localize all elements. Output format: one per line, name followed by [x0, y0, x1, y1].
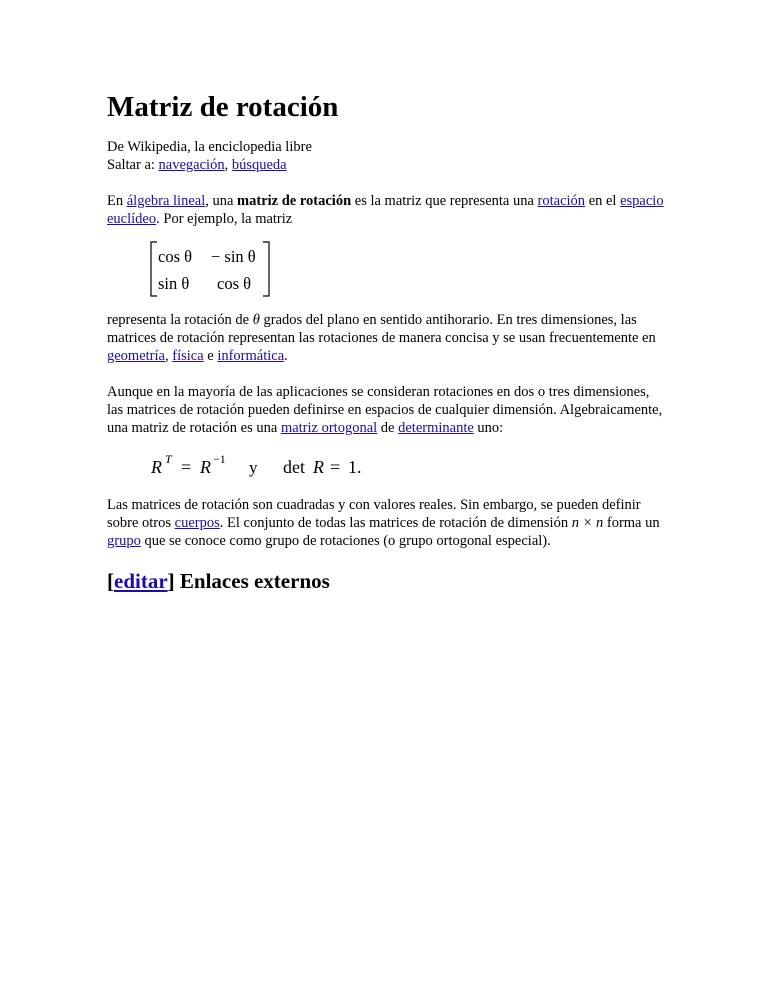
bracket-close: ] — [167, 569, 175, 593]
determinant-link[interactable]: determinante — [398, 420, 474, 436]
site-subtitle — [107, 138, 667, 156]
group-link[interactable]: grupo — [107, 533, 141, 549]
matrix-r2c1: sin θ — [158, 274, 190, 293]
article-content — [107, 90, 667, 594]
text: Las matrices de rotación son cuadradas y con valores reales. Sin embargo, se pueden definir sobre otros — [107, 497, 641, 531]
orthogonality-formula — [151, 451, 667, 481]
matrix-r1c1: cos θ — [158, 247, 193, 266]
search-link[interactable]: búsqueda — [231, 157, 287, 173]
text: es la matriz que representa una — [351, 193, 538, 209]
dimension-expression: n × n — [571, 515, 604, 531]
eq-det: det — [283, 457, 305, 477]
edit-section-link[interactable]: editar — [114, 569, 168, 593]
eq-sup-T: T — [165, 452, 172, 466]
theta-symbol: θ — [252, 312, 260, 328]
eq-equals1: = — [181, 457, 192, 477]
eq-equals2: = — [330, 457, 341, 477]
left-bracket — [151, 242, 157, 296]
linear-algebra-link[interactable]: álgebra lineal — [126, 193, 206, 209]
matrix-r1c2: − sin θ — [211, 247, 256, 266]
text: En — [107, 193, 127, 209]
section-heading-text: Enlaces externos — [174, 569, 330, 593]
matrix-svg — [149, 239, 279, 299]
eq-sup-inverse: −1 — [213, 452, 226, 466]
text: . — [284, 348, 288, 364]
paragraph-groups — [107, 496, 667, 550]
text: representa la rotación de — [107, 312, 253, 328]
geometry-link[interactable]: geometría — [107, 348, 165, 364]
rotation-matrix-formula — [149, 239, 667, 299]
paragraph-rotation — [107, 311, 667, 365]
computer-science-link[interactable]: informática — [217, 348, 285, 364]
eq-R3: R — [313, 457, 324, 477]
rotation-link[interactable]: rotación — [537, 193, 586, 209]
text: en el — [585, 193, 621, 209]
eq-R1: R — [151, 457, 162, 477]
text: . El conjunto de todas las matrices de rotación de dimensión — [219, 515, 572, 531]
jump-links — [107, 156, 667, 174]
eq-one: 1. — [348, 457, 362, 477]
equation-svg — [151, 451, 401, 481]
text: , — [164, 348, 173, 364]
text: e — [203, 348, 218, 364]
bold-term: matriz de rotación — [237, 193, 352, 209]
euclidean-space-link[interactable]: espacio euclídeo — [107, 193, 664, 227]
eq-R2: R — [200, 457, 211, 477]
right-bracket — [263, 242, 269, 296]
eq-y: y — [249, 458, 258, 477]
subtitle-text: De Wikipedia, la enciclopedia libre — [107, 139, 312, 155]
physics-link[interactable]: física — [172, 348, 204, 364]
matrix-r2c2: cos θ — [217, 274, 252, 293]
paragraph-dimensions — [107, 383, 667, 437]
jump-separator: , — [224, 157, 232, 173]
text: de — [377, 420, 399, 436]
text: grados del plano en sentido antihorario. En tres dimensiones, las matrices de rotación representan las rotaciones de manera concisa y se usan frecuentemente en — [107, 312, 656, 346]
fields-link[interactable]: cuerpos — [174, 515, 220, 531]
page-title: Matriz de rotación — [107, 91, 339, 123]
bracket-open: [ — [107, 569, 114, 593]
paragraph-intro — [107, 192, 667, 228]
section-heading-external-links — [107, 568, 667, 594]
navigation-link[interactable]: navegación — [158, 157, 225, 173]
jump-prefix: Saltar a: — [107, 157, 159, 173]
text: uno: — [473, 420, 504, 436]
text: , una — [205, 193, 238, 209]
text: forma un — [603, 515, 660, 531]
text: . Por ejemplo, la matriz — [156, 211, 293, 227]
text: Aunque en la mayoría de las aplicaciones se consideran rotaciones en dos o tres dimensiones, las matrices de rotación pueden definirse en espacios de cualquier dimensión. Algebraicamente, una matriz de rotación es una — [107, 384, 663, 436]
text: que se conoce como grupo de rotaciones (o grupo ortogonal especial). — [140, 533, 551, 549]
orthogonal-matrix-link[interactable]: matriz ortogonal — [280, 420, 378, 436]
